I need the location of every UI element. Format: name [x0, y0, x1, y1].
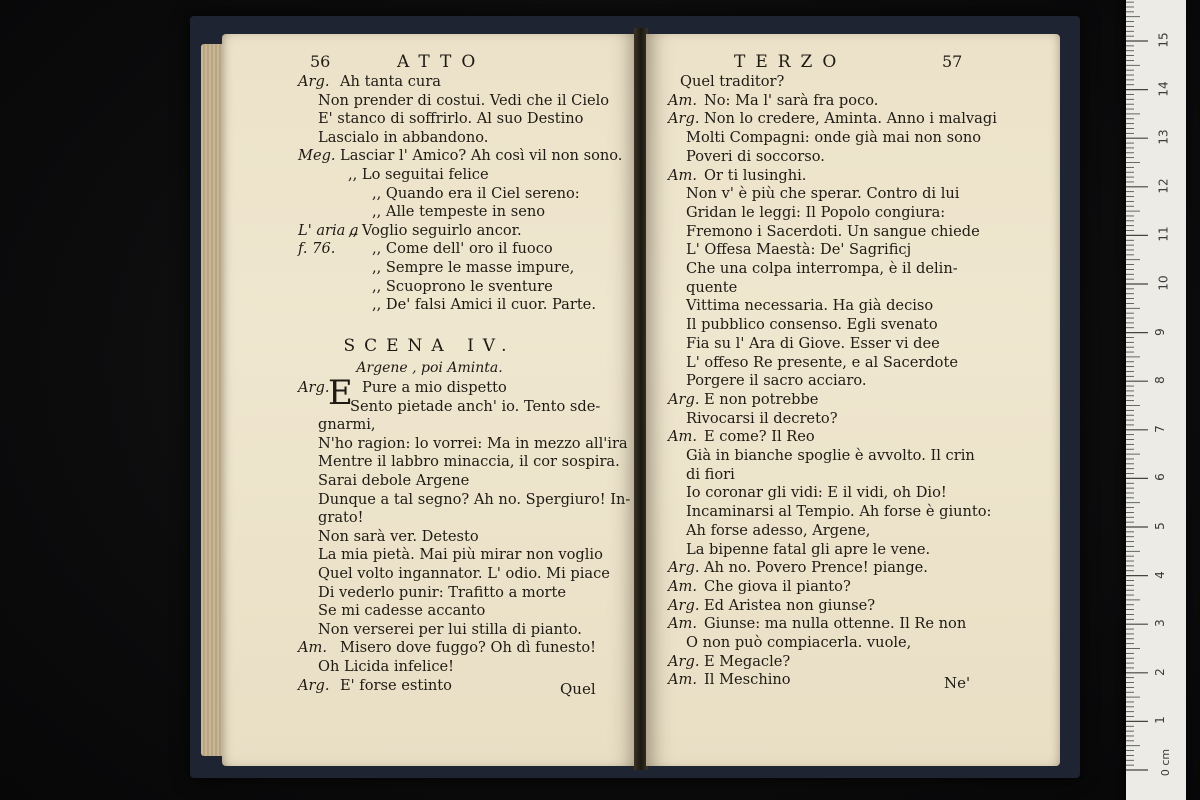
line-text: Lascialo in abbandono. — [318, 128, 489, 146]
ruler-number: 8 — [1152, 376, 1167, 385]
line-text: di fiori — [686, 465, 735, 483]
line-text: Che giova il pianto? — [704, 577, 851, 595]
text-line — [222, 109, 637, 128]
line-text: Se mi cadesse accanto — [318, 602, 486, 620]
right-running-head — [646, 52, 1060, 74]
text-line — [646, 296, 1060, 315]
ruler-number: 7 — [1152, 424, 1167, 433]
text-line — [646, 596, 1060, 615]
line-text: La mia pietà. Mai più mirar non voglio — [318, 546, 603, 564]
line-text: grato! — [318, 509, 364, 527]
text-line — [646, 334, 1060, 353]
line-text: E come? Il Reo — [704, 428, 815, 446]
line-text: Non v' è più che sperar. Contro di lui — [686, 185, 960, 203]
speaker-label: Arg. — [298, 73, 330, 90]
text-line — [646, 222, 1060, 241]
text-line — [646, 502, 1060, 521]
text-line — [646, 240, 1060, 259]
line-text: Dunque a tal segno? Ah no. Spergiuro! In- — [318, 490, 631, 508]
text-line — [222, 508, 637, 527]
text-line — [646, 128, 1060, 147]
line-text: Quel volto ingannator. L' odio. Mi piace — [318, 565, 610, 582]
ruler-number: 11 — [1156, 226, 1171, 243]
left-page — [222, 34, 637, 766]
ruler-number: 6 — [1152, 473, 1167, 482]
text-line — [222, 165, 637, 184]
speaker-label: Arg. — [668, 596, 700, 614]
ruler-number: 5 — [1152, 522, 1167, 530]
ruler-number: 3 — [1152, 619, 1167, 628]
line-text: Io coronar gli vidi: E il vidi, oh Dio! — [686, 484, 947, 502]
line-text: Non verserei per lui stilla di pianto. — [318, 620, 582, 638]
line-text: ,, Scuoprono le sventure — [372, 277, 553, 295]
line-text: Rivocarsi il decreto? — [686, 409, 838, 427]
line-text: Pure a mio dispetto — [362, 379, 507, 396]
text-line — [646, 371, 1060, 390]
line-text: Porgere il sacro acciaro. — [686, 372, 867, 390]
line-text: Già in bianche spoglie è avvolto. Il crin — [686, 447, 975, 464]
line-text: L' offeso Re presente, e al Sacerdote — [686, 353, 958, 371]
scene-title: SCENA IV. — [343, 336, 516, 356]
text-line — [222, 239, 637, 258]
text-line — [646, 147, 1060, 166]
text-line — [222, 583, 637, 602]
ruler-number: 10 — [1156, 275, 1171, 291]
speaker-label: Am. — [668, 577, 698, 595]
text-line — [646, 670, 1060, 689]
line-text: ,, Come dell' oro il fuoco — [372, 240, 553, 258]
line-text: ,, Lo seguitai felice — [348, 166, 489, 183]
line-text: Oh Licida infelice! — [318, 658, 454, 675]
speaker-label: Arg. — [668, 559, 700, 577]
line-text: Fia su l' Ara di Giove. Esser vi dee — [686, 334, 940, 352]
drop-cap: E — [328, 373, 353, 413]
line-text: E' stanco di soffrirlo. Al suo Destino — [318, 110, 584, 128]
text-line — [646, 446, 1060, 465]
ruler-number: 2 — [1152, 667, 1167, 676]
line-text: Sarai debole Argene — [318, 472, 470, 489]
line-text: ,, Alle tempeste in seno — [372, 203, 546, 221]
scene-characters: Argene , poi Aminta. — [356, 360, 503, 376]
measuring-ruler — [1126, 0, 1186, 800]
ruler-ticks — [1126, 0, 1186, 800]
speaker-label: Arg. — [668, 110, 700, 128]
text-line — [646, 558, 1060, 577]
text-line — [646, 409, 1060, 428]
line-text: ,, Quando era il Ciel sereno: — [372, 184, 580, 202]
text-line — [222, 295, 637, 314]
line-text: ,, Sempre le masse impure, — [372, 259, 575, 276]
left-page-number: 56 — [310, 52, 331, 71]
text-line — [222, 378, 637, 397]
text-line — [222, 415, 637, 434]
line-text: Ed Aristea non giunse? — [704, 596, 876, 614]
line-text: La bipenne fatal gli apre le vene. — [686, 540, 931, 558]
line-text: Misero dove fuggo? Oh dì funesto! — [340, 639, 597, 657]
text-line — [222, 397, 637, 416]
line-text: Che una colpa interrompa, è il delin- — [686, 260, 958, 277]
line-text: E Megacle? — [704, 652, 791, 670]
line-text: N'ho ragion: lo vorrei: Ma in mezzo all'ira — [318, 434, 628, 452]
text-line — [646, 652, 1060, 671]
line-text: Incaminarsi al Tempio. Ah forse è giunto: — [686, 503, 992, 521]
text-line — [222, 452, 637, 471]
speaker-label: Am. — [668, 166, 698, 184]
text-line — [222, 471, 637, 490]
ruler-number: 13 — [1156, 129, 1171, 145]
text-line — [222, 434, 637, 453]
line-text: Il Meschino — [704, 671, 791, 689]
text-line — [646, 633, 1060, 652]
ruler-unit-label: 0 cm — [1159, 748, 1173, 777]
ruler-number: 1 — [1152, 716, 1167, 725]
text-line — [222, 221, 637, 240]
line-text: O non può compiacerla. vuole, — [686, 634, 912, 651]
ruler-number: 14 — [1156, 80, 1171, 97]
text-line — [646, 315, 1060, 334]
text-line — [646, 184, 1060, 203]
ruler-number: 9 — [1152, 327, 1167, 336]
speaker-label: Am. — [668, 671, 698, 689]
line-text: E non potrebbe — [704, 390, 819, 408]
line-text: No: Ma l' sarà fra poco. — [704, 91, 879, 109]
text-line — [646, 353, 1060, 372]
line-text: Sento pietade anch' io. Tento sde- — [350, 397, 601, 415]
text-line — [646, 91, 1060, 110]
line-text: ,, De' falsi Amici il cuor. Parte. — [372, 296, 596, 314]
text-line — [646, 521, 1060, 540]
line-text: Fremono i Sacerdoti. Un sangue chiede — [686, 222, 980, 240]
right-running-title: TERZO — [734, 52, 847, 72]
text-line — [646, 109, 1060, 128]
text-line — [222, 258, 637, 277]
text-line — [646, 427, 1060, 446]
left-running-title: ATTO — [397, 52, 486, 72]
line-text: Poveri di soccorso. — [686, 147, 825, 165]
line-text: Or ti lusinghi. — [704, 166, 807, 184]
text-line — [222, 146, 637, 165]
speaker-label: Am. — [668, 428, 698, 446]
line-text: quente — [686, 278, 738, 296]
right-page — [646, 34, 1060, 766]
right-catchword: Ne' — [944, 674, 971, 692]
line-text: ,, Voglio seguirlo ancor. — [348, 221, 522, 239]
line-text: Ah forse adesso, Argene, — [686, 521, 871, 539]
text-line — [222, 490, 637, 509]
line-text: Lasciar l' Amico? Ah così vil non sono. — [340, 147, 623, 165]
text-line — [222, 202, 637, 221]
speaker-label: Arg. — [298, 676, 330, 694]
text-line — [646, 465, 1060, 484]
text-line — [646, 483, 1060, 502]
ruler-number: 12 — [1156, 178, 1171, 194]
ruler-number: 4 — [1152, 570, 1167, 579]
speaker-label: Arg. — [298, 379, 330, 396]
line-text: Il pubblico consenso. Egli svenato — [686, 316, 938, 334]
left-running-head — [222, 52, 637, 74]
text-line — [646, 278, 1060, 297]
text-line — [222, 638, 637, 657]
text-line — [222, 128, 637, 147]
text-line — [222, 657, 637, 676]
right-page-number: 57 — [942, 52, 963, 71]
line-text: Ah no. Povero Prence! piange. — [704, 559, 928, 577]
speaker-label: Am. — [668, 91, 698, 109]
ruler-number: 15 — [1156, 32, 1171, 48]
text-line — [222, 184, 637, 203]
line-text: Ah tanta cura — [340, 73, 441, 90]
text-line — [646, 166, 1060, 185]
line-text: Non sarà ver. Detesto — [318, 527, 479, 545]
line-text: Giunse: ma nulla ottenne. Il Re non — [704, 615, 967, 633]
text-line — [222, 545, 637, 564]
line-text: Non prender di costui. Vedi che il Cielo — [318, 91, 610, 109]
text-line — [222, 72, 637, 91]
text-line — [646, 390, 1060, 409]
text-line — [222, 91, 637, 110]
text-line — [646, 614, 1060, 633]
text-line — [222, 601, 637, 620]
line-text: Non lo credere, Aminta. Anno i malvagi — [704, 110, 997, 128]
text-line — [222, 564, 637, 583]
text-line — [222, 527, 637, 546]
line-text: Mentre il labbro minaccia, il cor sospira. — [318, 453, 620, 471]
text-line — [646, 540, 1060, 559]
text-line — [646, 259, 1060, 278]
line-text: gnarmi, — [318, 416, 376, 434]
speaker-label: f. 76. — [298, 240, 336, 258]
line-text: Gridan le leggi: Il Popolo congiura: — [686, 203, 946, 221]
speaker-label: Arg. — [668, 652, 700, 670]
speaker-label: Am. — [668, 615, 698, 633]
line-text: Molti Compagni: onde già mai non sono — [686, 129, 982, 147]
text-line — [222, 277, 637, 296]
line-text: Vittima necessaria. Ha già deciso — [686, 297, 934, 315]
text-line — [646, 577, 1060, 596]
speaker-label: Arg. — [668, 390, 700, 408]
text-line — [222, 620, 637, 639]
speaker-label: Am. — [298, 639, 328, 657]
line-text: L' Offesa Maestà: De' Sagrificj — [686, 241, 912, 259]
text-line — [646, 203, 1060, 222]
line-text: E' forse estinto — [340, 676, 452, 694]
speaker-label: L' aria a — [298, 221, 359, 239]
left-catchword: Quel — [560, 680, 596, 698]
line-text: Quel traditor? — [680, 73, 785, 90]
speaker-label: Meg. — [298, 147, 336, 165]
text-line — [646, 72, 1060, 91]
line-text: Di vederlo punir: Trafitto a morte — [318, 583, 567, 601]
